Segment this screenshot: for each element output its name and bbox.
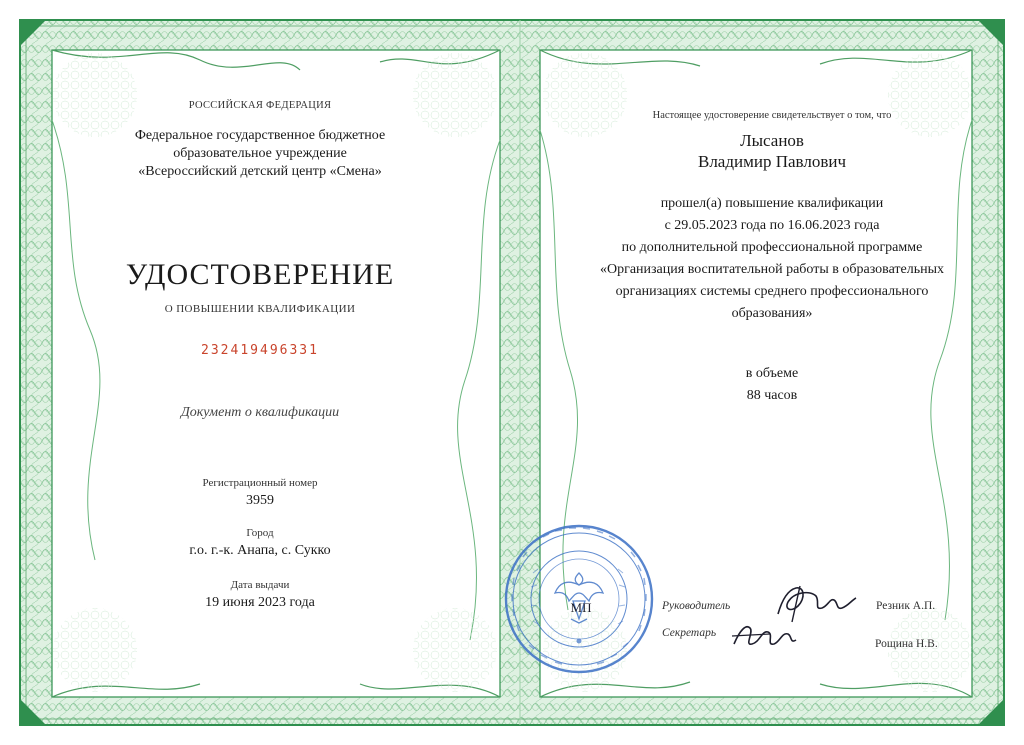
secretary-label: Секретарь	[662, 627, 717, 639]
reg-number-value: 3959	[246, 493, 274, 508]
issue-date-label: Дата выдачи	[230, 579, 290, 591]
city-value: г.о. г.-к. Анапа, с. Сукко	[189, 543, 331, 558]
recipient-name: Владимир Павлович	[697, 152, 846, 171]
org-line-3: «Всероссийский детский центр «Смена»	[138, 164, 382, 179]
body-line-6: образования»	[731, 306, 813, 321]
body-line-2: с 29.05.2023 года по 16.06.2023 года	[664, 218, 880, 233]
eagle-emblem-icon	[555, 573, 603, 623]
city-label: Город	[246, 527, 274, 539]
document-subtitle: О ПОВЫШЕНИИ КВАЛИФИКАЦИИ	[164, 303, 356, 315]
document-title: УДОСТОВЕРЕНИЕ	[125, 258, 395, 291]
body-line-4: «Организация воспитательной работы в образовательных	[599, 262, 945, 277]
body-line-1: прошел(а) повышение квалификации	[660, 196, 884, 211]
secretary-name: Рощина Н.В.	[875, 638, 938, 650]
course-details	[520, 193, 1024, 325]
secretary-signature	[730, 618, 800, 654]
recipient-surname: Лысанов	[740, 131, 804, 150]
body-line-5: организациях системы среднего профессионального	[615, 284, 929, 299]
issue-date-value: 19 июня 2023 года	[205, 595, 315, 610]
volume-label: в объеме	[745, 366, 799, 381]
head-name: Резник А.П.	[876, 600, 936, 612]
stamp-mp-text: МП	[570, 600, 592, 615]
reg-number-label: Регистрационный номер	[202, 477, 318, 489]
organization-name	[0, 127, 520, 181]
document-type: Документ о квалификации	[180, 405, 340, 420]
org-line-1: Федеральное государственное бюджетное	[134, 128, 386, 143]
certifies-intro: Настоящее удостоверение свидетельствует о том, что	[652, 110, 892, 121]
org-line-2: образовательное учреждение	[173, 146, 347, 161]
serial-number: 232419496331	[201, 343, 319, 358]
official-stamp	[503, 523, 655, 675]
volume-value: 88 часов	[746, 388, 798, 403]
body-line-3: по дополнительной профессиональной программе	[621, 240, 923, 255]
country-heading: РОССИЙСКАЯ ФЕДЕРАЦИЯ	[188, 100, 332, 111]
head-label: Руководитель	[662, 600, 731, 612]
